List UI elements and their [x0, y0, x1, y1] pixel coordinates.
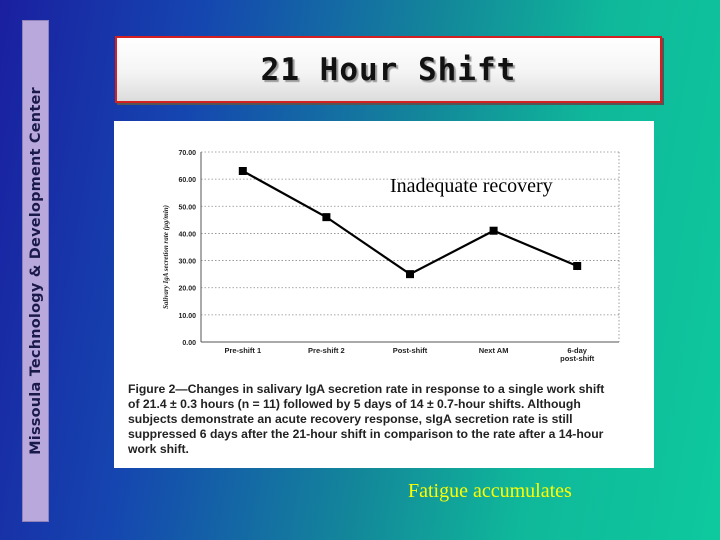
data-point	[239, 167, 247, 175]
slide-title: 21 Hour Shift	[260, 51, 517, 88]
caption-line: of 21.4 ± 0.3 hours (n = 11) followed by 5 days of 14 ± 0.7-hour shifts. Although	[128, 397, 581, 411]
caption-line: Figure 2—Changes in salivary IgA secretion rate in response to a single work shift	[128, 382, 605, 396]
annotation-inadequate-recovery: Inadequate recovery	[390, 175, 553, 197]
y-tick-label: 70.00	[178, 150, 196, 157]
data-point	[322, 213, 330, 221]
y-tick-label: 10.00	[178, 312, 196, 320]
x-tick-label: Pre-shift 1	[224, 346, 262, 355]
x-tick-label: Pre-shift 2	[308, 346, 345, 355]
y-axis-label: Salivary IgA secretion rate (µg/min)	[162, 205, 170, 309]
y-tick-label: 40.00	[178, 231, 196, 239]
y-tick-label: 60.00	[178, 177, 196, 185]
annotation-fatigue-accumulates: Fatigue accumulates	[408, 480, 572, 502]
x-tick-label: 6-day post-shift	[560, 346, 595, 363]
x-tick-label: Post-shift	[392, 346, 428, 355]
data-point	[573, 262, 581, 270]
data-point	[490, 227, 498, 235]
y-tick-label: 0.00	[182, 340, 196, 347]
organization-name: Missoula Technology & Development Center	[27, 87, 44, 455]
figure-panel	[114, 121, 654, 468]
caption-line: work shift.	[128, 442, 189, 456]
data-point	[406, 270, 414, 278]
figure-caption	[128, 382, 643, 457]
caption-line: suppressed 6 days after the 21-hour shift in comparison to the rate after a 14-hour	[128, 427, 604, 441]
x-tick-label: Next AM	[478, 346, 509, 355]
y-tick-label: 20.00	[178, 285, 196, 293]
caption-line: subjects demonstrate an acute recovery response, sIgA secretion rate is still	[128, 412, 573, 426]
side-banner	[22, 20, 49, 522]
y-tick-label: 30.00	[178, 258, 196, 266]
title-box	[115, 36, 662, 103]
y-tick-label: 50.00	[178, 204, 196, 212]
